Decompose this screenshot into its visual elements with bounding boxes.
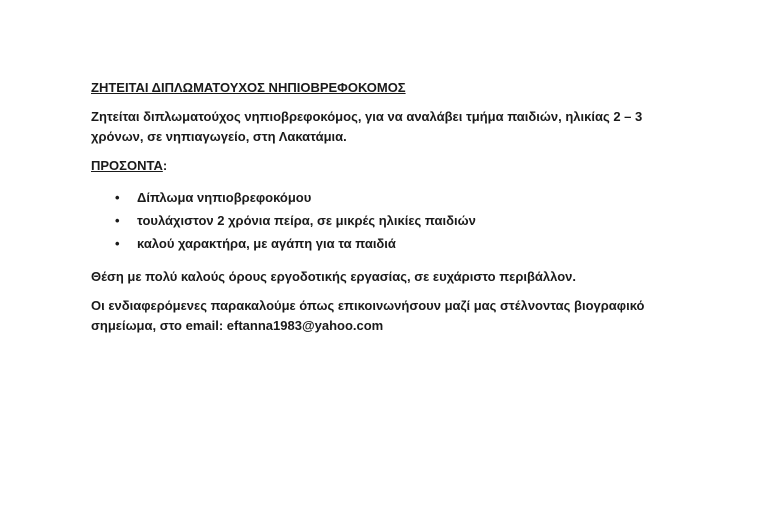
list-item <box>91 234 691 254</box>
contact-paragraph <box>91 296 691 336</box>
intro-line-1: Ζητείται διπλωματούχος νηπιοβρεφοκόμος, για να αναλάβει τμήμα παιδιών, ηλικίας 2 – 3 <box>91 109 643 124</box>
bullet-icon: • <box>115 236 120 251</box>
intro-paragraph <box>91 107 691 147</box>
list-item-text: καλού χαρακτήρα, με αγάπη για τα παιδιά <box>137 236 396 251</box>
bullet-icon: • <box>115 213 120 228</box>
position-paragraph: Θέση με πολύ καλούς όρους εργοδοτικής εργασίας, σε ευχάριστο περιβάλλον. <box>91 269 577 284</box>
requirements-title-colon: : <box>162 158 168 173</box>
intro-line-2: χρόνων, σε νηπιαγωγείο, στη Λακατάμια. <box>91 129 347 144</box>
document-heading: ΖΗΤΕΙΤΑΙ ΔΙΠΛΩΜΑΤΟΥΧΟΣ ΝΗΠΙΟΒΡΕΦΟΚΟΜΟΣ <box>91 80 406 95</box>
list-item-text: Δίπλωμα νηπιοβρεφοκόμου <box>137 190 312 205</box>
requirements-list <box>91 188 691 254</box>
contact-line-2: σημείωμα, στο email: eftanna1983@yahoo.com <box>91 318 384 333</box>
list-item-text: τουλάχιστον 2 χρόνια πείρα, σε μικρές ηλικίες παιδιών <box>137 213 476 228</box>
list-item <box>91 211 691 231</box>
list-item <box>91 188 691 208</box>
bullet-icon: • <box>115 190 120 205</box>
requirements-title <box>91 156 691 176</box>
contact-line-1: Οι ενδιαφερόμενες παρακαλούμε όπως επικοινωνήσουν μαζί μας στέλνοντας βιογραφικό <box>91 298 645 313</box>
requirements-title-text: ΠΡΟΣΟΝΤΑ <box>91 158 163 173</box>
document-page <box>91 78 691 345</box>
